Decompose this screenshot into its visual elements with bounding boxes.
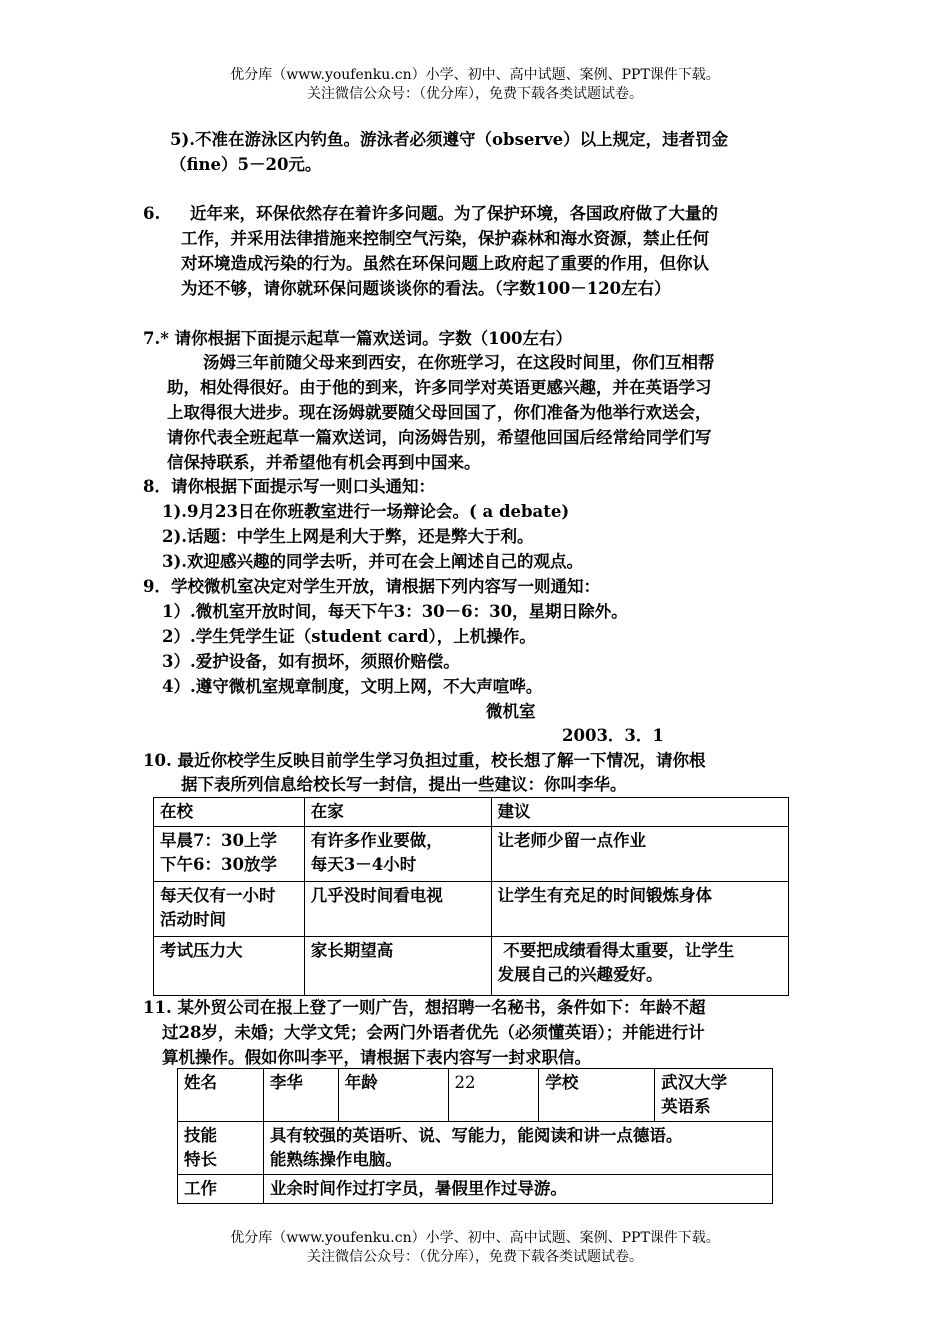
table-cell: 考试压力大 (154, 937, 305, 996)
q11-name-label: 姓名 (178, 1069, 264, 1122)
q6-line-2: 工作，并采用法律措施来控制空气污染，保护森林和海水资源，禁止任何 (181, 229, 709, 248)
table-row (178, 1175, 773, 1204)
table-cell: 几乎没时间看电视 (304, 882, 491, 937)
table-cell: 让老师少留一点作业 (491, 827, 789, 882)
table-row (154, 937, 789, 996)
q11-age-value: 22 (448, 1069, 539, 1122)
table-cell: 每天仅有一小时 活动时间 (154, 882, 305, 937)
table-row (154, 827, 789, 882)
q11-work-value: 业余时间作过打字员，暑假里作过导游。 (263, 1175, 772, 1204)
q8-item-2: 2).话题：中学生上网是利大于弊，还是弊大于利。 (162, 527, 534, 546)
table-row (178, 1122, 773, 1175)
q11-name-value: 李华 (263, 1069, 338, 1122)
q5-line-2: （fine）5－20元。 (170, 155, 322, 174)
q6-line-1: 近年来，环保依然存在着许多问题。为了保护环境，各国政府做了大量的 (190, 204, 718, 223)
q9-signature: 微机室 (486, 702, 536, 721)
q10-header-home: 在家 (304, 798, 491, 827)
q7-line-5: 信保持联系，并希望他有机会再到中国来。 (167, 453, 481, 472)
footer-line-1: 优分库（www.youfenku.cn）小学、初中、高中试题、案例、PPT课件下载。 (230, 1230, 720, 1246)
table-row (154, 882, 789, 937)
q10-table (153, 797, 789, 996)
table-cell: 不要把成绩看得太重要，让学生 发展自己的兴趣爱好。 (491, 937, 789, 996)
q7-line-1: 汤姆三年前随父母来到西安，在你班学习，在这段时间里，你们互相帮 (203, 353, 715, 372)
table-cell: 让学生有充足的时间锻炼身体 (491, 882, 789, 937)
q11-line-2: 过28岁，未婚；大学文凭；会两门外语者优先（必须懂英语）；并能进行计 (162, 1023, 705, 1042)
q9-item-4: 4）.遵守微机室规章制度，文明上网，不大声喧哗。 (162, 677, 543, 696)
q7-line-4: 请你代表全班起草一篇欢送词，向汤姆告别，希望他回国后经常给同学们写 (167, 428, 712, 447)
table-cell: 家长期望高 (304, 937, 491, 996)
q10-line-1: 10. 最近你校学生反映目前学生学习负担过重，校长想了解一下情况，请你根 (143, 751, 706, 770)
q11-skill-label: 技能 特长 (178, 1122, 264, 1175)
q9-item-1: 1）.微机室开放时间，每天下午3：30－6：30，星期日除外。 (162, 602, 628, 621)
footer-line-2: 关注微信公众号：（优分库），免费下载各类试题试卷。 (307, 1249, 643, 1265)
table-row (154, 798, 789, 827)
q11-skill-value: 具有较强的英语听、说、写能力，能阅读和讲一点德语。 能熟练操作电脑。 (263, 1122, 772, 1175)
q6-number: 6. (143, 204, 161, 223)
q5-line-1: 5).不准在游泳区内钓鱼。游泳者必须遵守（observe）以上规定，违者罚金 (170, 130, 729, 149)
q6-line-4: 为还不够，请你就环保问题谈谈你的看法。（字数100－120左右） (181, 279, 671, 298)
q11-table (177, 1068, 773, 1204)
q6-line-3: 对环境造成污染的行为。虽然在环保问题上政府起了重要的作用，但你认 (181, 254, 709, 273)
table-cell: 有许多作业要做， 每天3－4小时 (304, 827, 491, 882)
table-row (178, 1069, 773, 1122)
q11-line-3: 算机操作。假如你叫李平，请根据下表内容写一封求职信。 (162, 1048, 591, 1067)
q11-work-label: 工作 (178, 1175, 264, 1204)
q9-date: 2003．3．1 (562, 726, 664, 745)
q9-item-2: 2）.学生凭学生证（student card），上机操作。 (162, 627, 536, 646)
q11-school-label: 学校 (539, 1069, 655, 1122)
q11-school-value: 武汉大学 英语系 (655, 1069, 773, 1122)
q7-title: 7.* 请你根据下面提示起草一篇欢送词。字数（100左右） (143, 329, 573, 348)
q10-line-2: 据下表所列信息给校长写一封信，提出一些建议：你叫李华。 (181, 775, 627, 794)
q9-title: 9．学校微机室决定对学生开放，请根据下列内容写一则通知： (143, 577, 600, 596)
table-cell: 早晨7：30上学 下午6：30放学 (154, 827, 305, 882)
q7-line-2: 助，相处得很好。由于他的到来，许多同学对英语更感兴趣，并在英语学习 (167, 378, 712, 397)
q8-item-1: 1).9月23日在你班教室进行一场辩论会。( a debate) (162, 502, 570, 521)
q11-age-label: 年龄 (338, 1069, 448, 1122)
q11-line-1: 11. 某外贸公司在报上登了一则广告，想招聘一名秘书，条件如下：年龄不超 (143, 998, 706, 1017)
header-line-2: 关注微信公众号：（优分库），免费下载各类试题试卷。 (307, 86, 643, 102)
q9-item-3: 3）.爱护设备，如有损坏，须照价赔偿。 (162, 652, 460, 671)
q8-title: 8．请你根据下面提示写一则口头通知： (143, 477, 435, 496)
q10-header-school: 在校 (154, 798, 305, 827)
header-line-1: 优分库（www.youfenku.cn）小学、初中、高中试题、案例、PPT课件下载。 (230, 67, 720, 83)
q10-header-suggestion: 建议 (491, 798, 789, 827)
q8-item-3: 3).欢迎感兴趣的同学去听，并可在会上阐述自己的观点。 (162, 552, 584, 571)
q7-line-3: 上取得很大进步。现在汤姆就要随父母回国了，你们准备为他举行欢送会， (167, 403, 712, 422)
